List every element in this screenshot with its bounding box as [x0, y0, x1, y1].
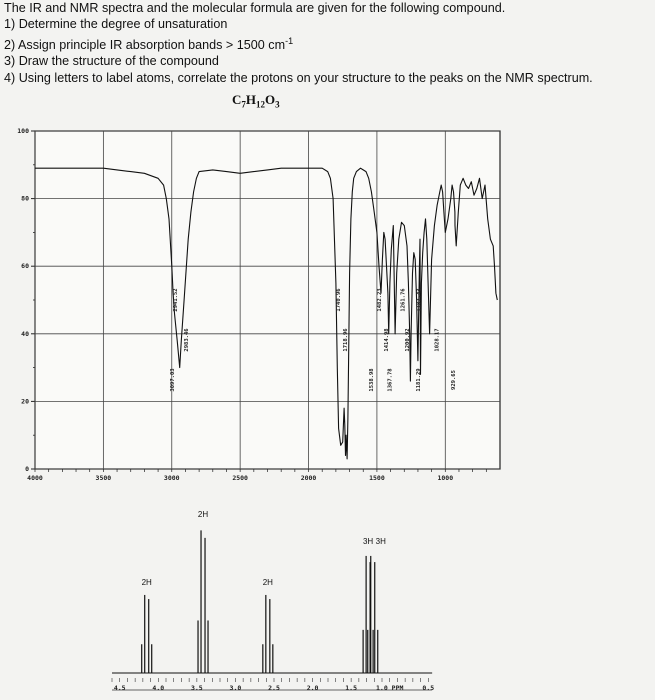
question-item-3: 3) Draw the structure of the compound [4, 54, 219, 69]
nmr-integration-label: 2H [262, 577, 273, 587]
ir-y-tick-label: 0 [25, 465, 29, 473]
ir-x-tick-label: 1500 [369, 474, 385, 482]
nmr-x-tick-label: 0.5 [422, 684, 435, 692]
ir-y-tick-label: 80 [21, 194, 29, 203]
formula-sub-2: 12 [256, 99, 266, 110]
formula-sub-3: 3 [275, 99, 280, 110]
ir-y-tick-label: 40 [21, 329, 29, 338]
nmr-x-tick-label: 2.5 [268, 684, 280, 692]
question-title: The IR and NMR spectra and the molecular formula are given for the following compound. [4, 1, 506, 15]
ir-peak-label: 2941.52 [173, 288, 180, 312]
question-item-1: 1) Determine the degree of unsaturation [4, 17, 228, 32]
nmr-x-tick-label: 3.5 [190, 684, 203, 692]
ir-spectrum-chart [17, 127, 500, 482]
nmr-x-tick-label: 2.0 [306, 684, 319, 692]
ir-y-tick-label: 100 [17, 127, 29, 135]
ir-y-tick-label: 20 [21, 397, 29, 406]
nmr-integration-label: 2H [141, 577, 152, 587]
ir-peak-label: 1187.43 [416, 288, 423, 312]
nmr-x-tick-label: 4.0 [152, 684, 165, 692]
ir-peak-label: 1740.96 [336, 288, 342, 312]
ir-peak-label: 1261.76 [400, 288, 407, 312]
ir-y-tick-label: 60 [21, 262, 29, 271]
ir-peak-label: 1482.23 [377, 288, 383, 312]
nmr-integration-label: 3H [375, 536, 386, 546]
ir-x-tick-label: 3500 [95, 474, 112, 482]
ir-peak-label: 1200.92 [405, 328, 412, 352]
nmr-spectrum-chart [112, 510, 434, 692]
ir-peak-label: 929.65 [450, 370, 457, 390]
ir-x-tick-label: 2500 [232, 474, 248, 482]
ir-x-tick-label: 1000 [437, 474, 454, 482]
ir-x-tick-label: 4000 [27, 474, 43, 482]
formula-base: C [232, 92, 242, 107]
formula-sub-1: 7 [241, 99, 246, 110]
ir-peak-label: 1538.98 [368, 368, 375, 392]
question-item-2-superscript: -1 [285, 35, 294, 46]
ir-peak-label: 1718.96 [343, 328, 350, 352]
nmr-x-tick-label: 3.0 [229, 684, 242, 692]
nmr-x-tick-label: 1.0 PPM [376, 684, 404, 692]
ir-x-tick-label: 2000 [300, 474, 317, 482]
nmr-integration-label: 2H [197, 509, 209, 519]
formula-part-4: O [265, 92, 276, 107]
nmr-x-tick-label: 1.5 [345, 684, 358, 692]
question-item-4: 4) Using letters to label atoms, correlate the protons on your structure to the peaks on the NMR spectrum. [4, 70, 593, 85]
ir-peak-label: 1367.78 [387, 368, 394, 392]
ir-peak-label: 3097.03 [169, 368, 176, 392]
nmr-x-tick-label: 4.5 [113, 684, 126, 692]
ir-peak-label: 1181.29 [416, 368, 422, 392]
ir-peak-label: 1414.98 [383, 328, 390, 352]
ir-x-tick-label: 3000 [163, 474, 180, 482]
formula-part-2: H [245, 92, 257, 107]
nmr-integration-label: 3H [362, 536, 374, 546]
question-item-2-text: 2) Assign principle IR absorption bands > 1500 cm [4, 38, 286, 52]
ir-peak-label: 2983.46 [184, 328, 191, 352]
ir-peak-label: 1028.17 [434, 328, 441, 352]
